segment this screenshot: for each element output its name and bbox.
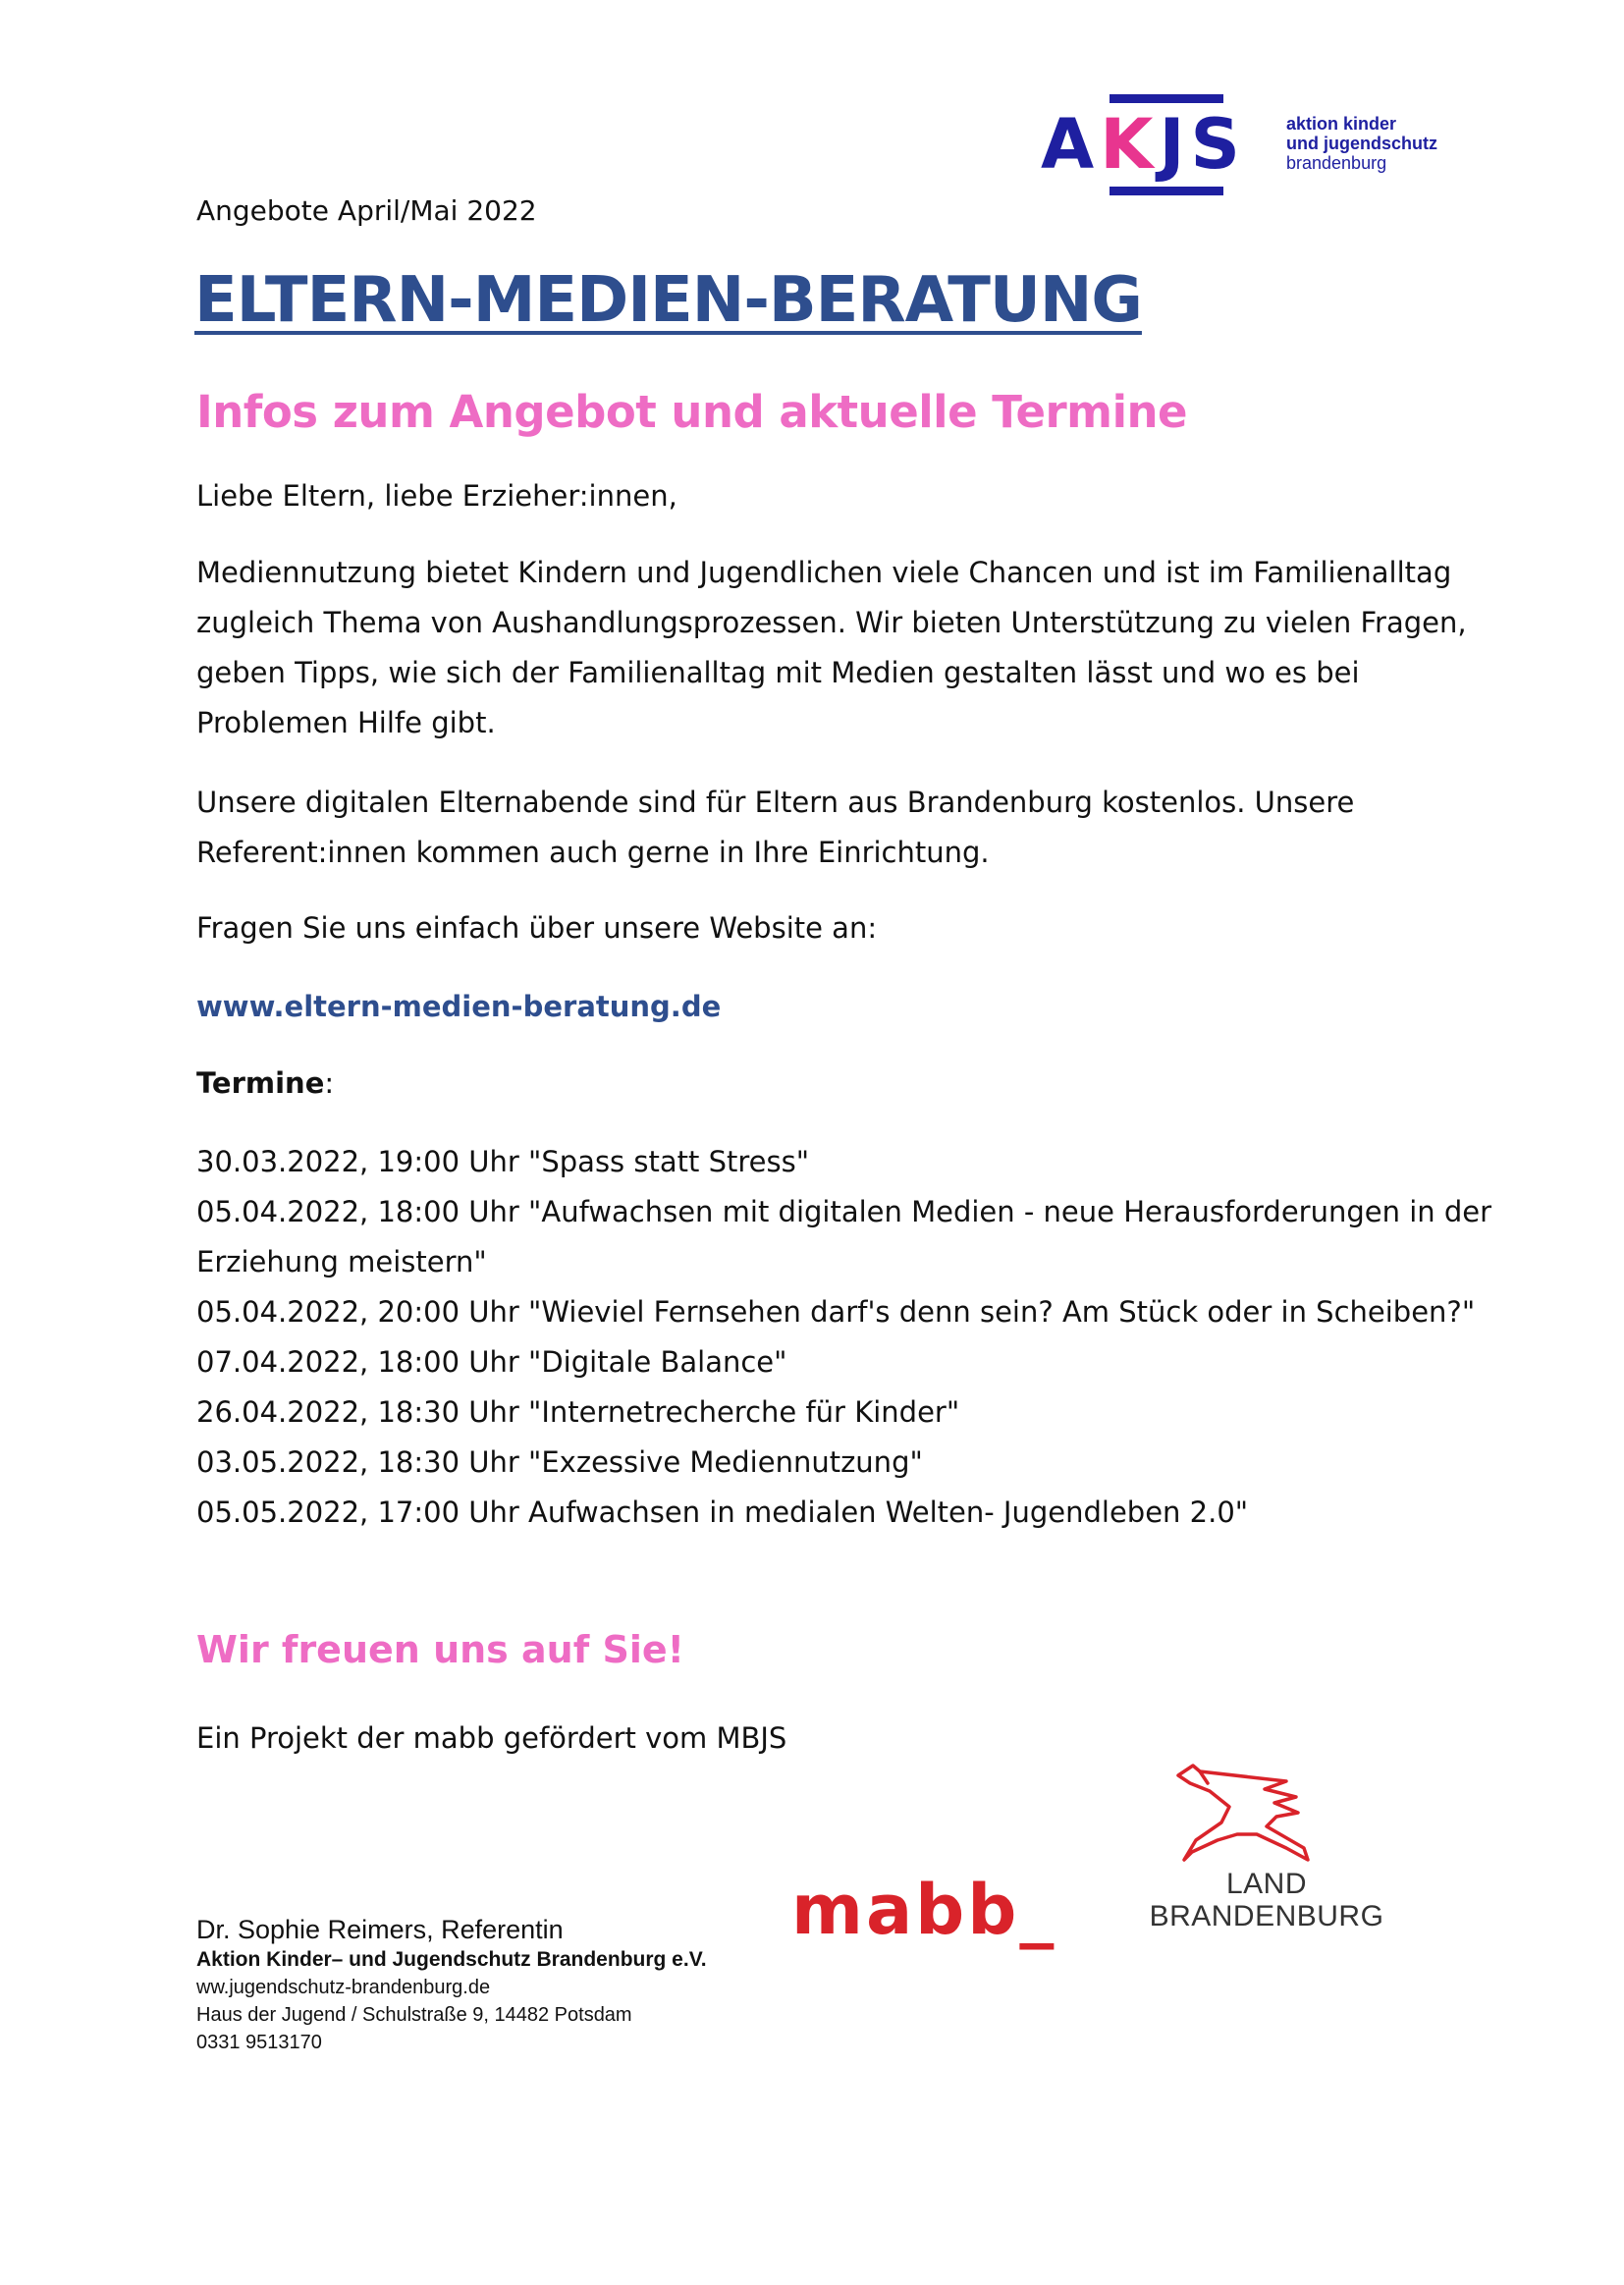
logo-tagline-line: aktion kinder (1286, 114, 1397, 134)
land-brandenburg-logo (1139, 1758, 1384, 1944)
event-item: 30.03.2022, 19:00 Uhr "Spass statt Stress" (196, 1145, 810, 1178)
eagle-icon (1139, 1758, 1384, 1871)
land-text-line: LAND (1225, 1868, 1308, 1900)
intro-paragraph: Mediennutzung bietet Kindern und Jugendlichen viele Chancen und ist im Familienalltag zugleich Thema von Aushandlungsprozessen. Wir bieten Unterstützung zu vielen Fragen, geben Tipps, wie sich der Familienalltag mit Medien gestalten lässt und wo es bei Problemen Hilfe gibt. (196, 556, 1467, 739)
termine-heading-colon: : (324, 1066, 335, 1100)
contact-web[interactable]: ww.jugendschutz-brandenburg.de (196, 1977, 491, 1998)
event-list (196, 1137, 1502, 1538)
contact-address: Haus der Jugend / Schulstraße 9, 14482 Potsdam (196, 2004, 632, 2026)
date-line: Angebote April/Mai 2022 (196, 194, 537, 227)
event-item: 05.04.2022, 20:00 Uhr "Wieviel Fernsehen darf's denn sein? Am Stück oder in Scheiben?" (196, 1295, 1476, 1329)
logo-letter-j: J (1159, 104, 1191, 185)
page-title: ELTERN-MEDIEN-BERATUNG (194, 264, 1142, 337)
logo-bar-bottom (1110, 187, 1223, 195)
event-item: 26.04.2022, 18:30 Uhr "Internetrecherche für Kinder" (196, 1395, 960, 1429)
contact-org: Aktion Kinder– und Jugendschutz Brandenburg e.V. (196, 1948, 707, 1971)
mabb-logo: mabb_ (791, 1870, 1057, 1950)
closing-line: Wir freuen uns auf Sie! (196, 1628, 684, 1671)
land-text-line: BRANDENBURG (1149, 1900, 1384, 1932)
logo-tagline (1286, 114, 1463, 173)
logo-letter-s: S (1190, 104, 1246, 185)
website-link[interactable]: www.eltern-medien-beratung.de (196, 990, 722, 1023)
logo-letters (1041, 104, 1246, 185)
logo-tagline-line: und jugendschutz (1286, 134, 1437, 153)
greeting: Liebe Eltern, liebe Erzieher:innen, (196, 479, 677, 513)
land-text (1149, 1868, 1384, 1932)
termine-heading (196, 1059, 334, 1109)
contact-name: Dr. Sophie Reimers, Referentin (196, 1915, 564, 1944)
akjs-logo (1041, 94, 1453, 196)
event-item: 05.04.2022, 18:00 Uhr "Aufwachsen mit digitalen Medien - neue Herausforderungen in der Erziehung meistern" (196, 1195, 1492, 1279)
logo-letter-a: A (1041, 104, 1101, 185)
logo-letter-k: K (1100, 104, 1160, 185)
project-line: Ein Projekt der mabb gefördert vom MBJS (196, 1721, 787, 1755)
logo-tagline-line: brandenburg (1286, 153, 1387, 173)
page-subtitle: Infos zum Angebot und aktuelle Termine (196, 386, 1188, 438)
cost-paragraph: Unsere digitalen Elternabende sind für Eltern aus Brandenburg kostenlos. Unsere Referent:innen kommen auch gerne in Ihre Einrichtung. (196, 786, 1355, 869)
logo-bar-top (1110, 94, 1223, 103)
contact-phone: 0331 9513170 (196, 2032, 322, 2053)
website-prompt: Fragen Sie uns einfach über unsere Website an: (196, 911, 878, 945)
event-item: 05.05.2022, 17:00 Uhr Aufwachsen in medialen Welten- Jugendleben 2.0" (196, 1496, 1249, 1529)
event-item: 07.04.2022, 18:00 Uhr "Digitale Balance" (196, 1345, 787, 1379)
termine-heading-label: Termine (196, 1066, 325, 1100)
event-item: 03.05.2022, 18:30 Uhr "Exzessive Mediennutzung" (196, 1445, 923, 1479)
contact-block (196, 1913, 707, 2056)
